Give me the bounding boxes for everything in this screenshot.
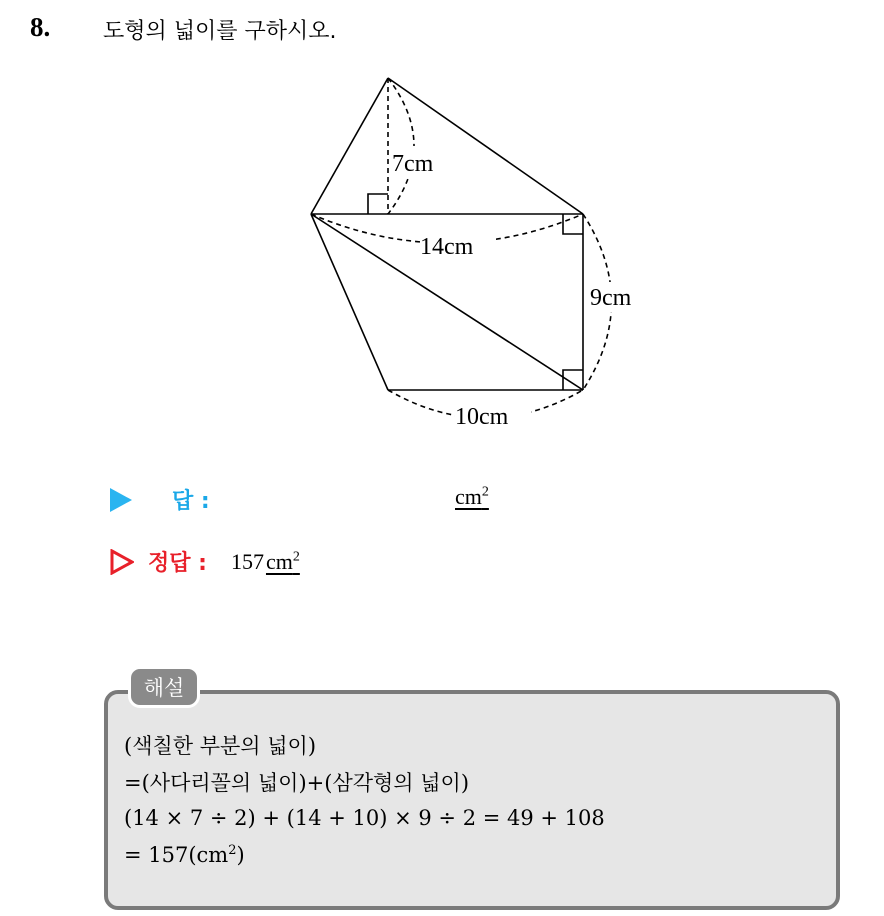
correct-value: 157 <box>230 548 264 574</box>
solution-line-2: =(사다리꼴의 넓이)+(삼각형의 넓이) <box>124 771 470 795</box>
solution-box <box>104 690 840 910</box>
right-angle-marker-top <box>368 194 388 214</box>
outline-triangle-icon <box>110 549 134 575</box>
answer-unit-exponent: 2 <box>481 484 489 500</box>
correct-unit <box>266 549 300 575</box>
answer-unit[interactable] <box>455 484 489 510</box>
label-height: 7cm <box>392 151 434 177</box>
answer-unit-text: cm <box>455 484 482 509</box>
correct-unit-exponent: 2 <box>292 549 300 565</box>
answer-label: 답 : <box>172 489 210 514</box>
play-triangle-icon <box>110 488 132 512</box>
question-number: 8. <box>30 12 51 42</box>
solution-line-1: (색칠한 부분의 넓이) <box>124 734 317 758</box>
correct-unit-text: cm <box>265 548 293 574</box>
trapezoid-left-edge <box>311 214 388 390</box>
solution-tab: 해설 <box>128 666 200 708</box>
right-angle-marker-corner <box>563 214 583 234</box>
right-angle-marker-bottom <box>563 370 583 390</box>
answer-row <box>110 484 210 515</box>
question-text: 도형의 넓이를 구하시오. <box>103 19 337 44</box>
solution-line-4-prefix: = 157(cm <box>124 843 229 867</box>
correct-answer-row <box>110 546 300 577</box>
correct-label: 정답 : <box>148 551 207 576</box>
label-diagonal: 14cm <box>420 234 474 260</box>
solution-line-4 <box>124 843 245 867</box>
label-bottom: 10cm <box>455 404 509 430</box>
solution-line-4-suffix: ) <box>236 843 245 867</box>
label-side: 9cm <box>590 285 632 311</box>
solution-line-4-exponent: 2 <box>228 843 237 858</box>
solution-line-3: (14 × 7 ÷ 2) + (14 + 10) × 9 ÷ 2 = 49 + 108 <box>124 806 605 830</box>
